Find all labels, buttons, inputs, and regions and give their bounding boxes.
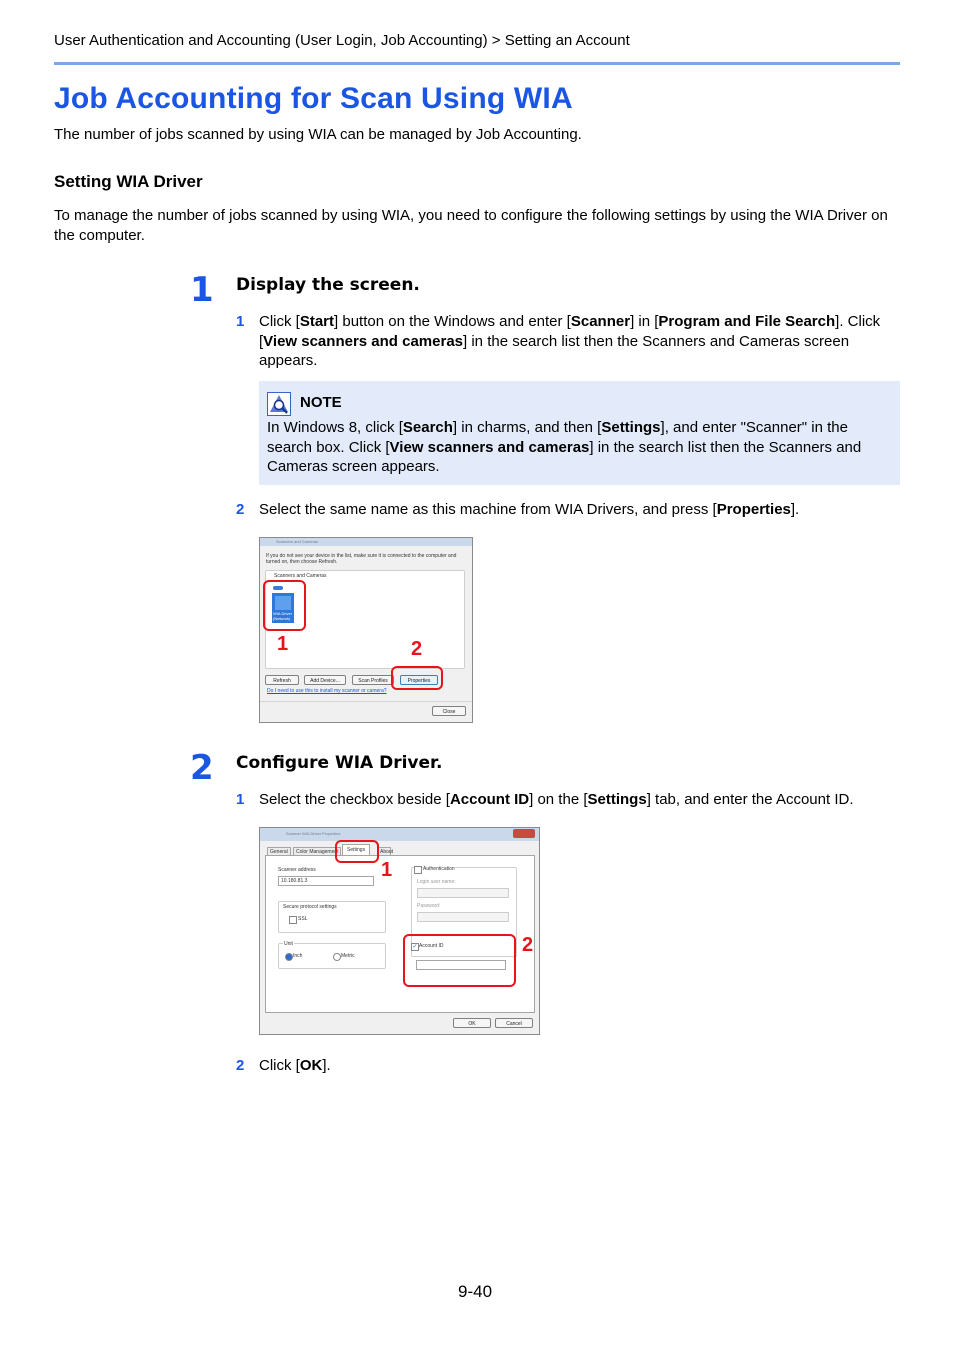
login-user-name-label: Login user name:: [417, 879, 456, 885]
window-title: Scanner WIA Driver Properties: [286, 831, 341, 836]
properties-button[interactable]: Properties: [400, 675, 438, 685]
password-label: Password:: [417, 903, 441, 909]
scanner-address-value: 10.180.81.3: [281, 878, 308, 884]
step-2-sub-1-text: Select the checkbox beside [Account ID] on the [Settings] tab, and enter the Account ID.: [259, 791, 854, 808]
tab-about[interactable]: About: [377, 847, 391, 857]
callout-number-1: 1: [381, 859, 393, 881]
tab-general[interactable]: General: [267, 847, 291, 857]
secure-protocol-group: [278, 901, 386, 933]
account-id-label: Account ID: [419, 943, 444, 949]
step-1-sub-1-number: 1: [236, 313, 245, 330]
step-2-title: Configure WIA Driver.: [236, 753, 443, 773]
section-text: To manage the number of jobs scanned by using WIA, you need to configure the following settings by using the WIA Driver on the computer.: [54, 207, 888, 244]
callout-frame-1: [263, 580, 306, 631]
device-label: WIA Driver (Network): [273, 611, 293, 621]
window-titlebar: [260, 538, 472, 546]
unit-metric-radio[interactable]: [333, 953, 341, 961]
ok-button[interactable]: OK: [453, 1018, 491, 1028]
step-1-sub-1-text: Click [Start] button on the Windows and enter [Scanner] in [Program and File Search]. Click [View scanners and cameras] in the search list then the Scanners and Cameras screen appears.: [259, 313, 881, 369]
secure-protocol-label: Secure protocol settings: [283, 904, 337, 910]
step-1-sub-2-text: Select the same name as this machine from WIA Drivers, and press [Properties].: [259, 501, 800, 518]
callout-frame-2: [403, 934, 516, 987]
ssl-label: SSL: [298, 916, 308, 922]
window-titlebar: [260, 828, 539, 841]
note-icon: [267, 392, 291, 416]
cancel-button[interactable]: Cancel: [495, 1018, 533, 1028]
scanner-address-field[interactable]: [278, 876, 374, 886]
authentication-checkbox[interactable]: [414, 866, 422, 874]
add-device-button[interactable]: Add Device...: [304, 675, 346, 685]
note-box: [259, 381, 900, 485]
callout-number-2: 2: [522, 934, 534, 956]
step-2-number: 2: [190, 748, 214, 788]
help-link[interactable]: Do I need to use this to install my scanner or camera?: [267, 688, 387, 694]
scanner-address-label: Scanner address: [278, 867, 316, 873]
password-field[interactable]: [417, 912, 509, 922]
account-id-checkbox[interactable]: ✓: [412, 944, 418, 950]
step-1-number: 1: [190, 270, 214, 310]
scan-profiles-button[interactable]: Scan Profiles: [352, 675, 394, 685]
unit-label: Unit: [284, 941, 293, 947]
page-number: 9-40: [458, 1282, 493, 1301]
callout-frame-1: [335, 840, 379, 863]
screenshot-instructions: If you do not see your device in the list, make sure it is connected to the computer and turned on, then choose Refresh.: [266, 553, 457, 565]
tab-color-management[interactable]: Color Management: [293, 847, 341, 857]
footer-divider: [260, 701, 472, 702]
unit-inch-label: Inch: [293, 953, 303, 959]
screenshot-properties-dialog: [259, 827, 540, 1035]
step-2-sub-2-number: 2: [236, 1057, 245, 1074]
header-divider: [54, 62, 900, 65]
note-label: NOTE: [300, 394, 342, 411]
close-button[interactable]: Close: [432, 706, 466, 716]
ssl-checkbox[interactable]: [289, 916, 297, 924]
step-1-title: Display the screen.: [236, 275, 420, 295]
page-title: Job Accounting for Scan Using WIA: [54, 82, 573, 115]
unit-inch-radio[interactable]: [285, 953, 293, 961]
unit-group: [278, 943, 386, 969]
login-user-name-field[interactable]: [417, 888, 509, 898]
intro-text: The number of jobs scanned by using WIA can be managed by Job Accounting.: [54, 126, 582, 143]
callout-frame-2: [391, 666, 443, 690]
unit-metric-label: Metric: [341, 953, 355, 959]
step-1-sub-2-number: 2: [236, 501, 245, 518]
window-title: Scanners and Cameras: [276, 539, 319, 544]
devices-group-label: Scanners and Cameras: [274, 573, 327, 579]
window-close-icon[interactable]: [513, 829, 535, 838]
refresh-button[interactable]: Refresh: [265, 675, 299, 685]
step-2-sub-1-number: 1: [236, 791, 245, 808]
breadcrumb: User Authentication and Accounting (User Login, Job Accounting) > Setting an Account: [54, 32, 630, 49]
screenshot-scanners-cameras: [259, 537, 473, 723]
authentication-label: Authentication: [423, 866, 455, 872]
tab-settings[interactable]: Settings: [342, 844, 370, 856]
callout-number-1: 1: [277, 633, 289, 655]
note-text: In Windows 8, click [Search] in charms, and then [Settings], and enter "Scanner" in the search box. Click [View scanners and cameras] in the search list then the Scanners and Cameras screen appears.: [267, 419, 862, 475]
step-2-sub-2-text: Click [OK].: [259, 1057, 331, 1074]
section-heading: Setting WIA Driver: [54, 172, 203, 191]
callout-number-2: 2: [411, 638, 423, 660]
